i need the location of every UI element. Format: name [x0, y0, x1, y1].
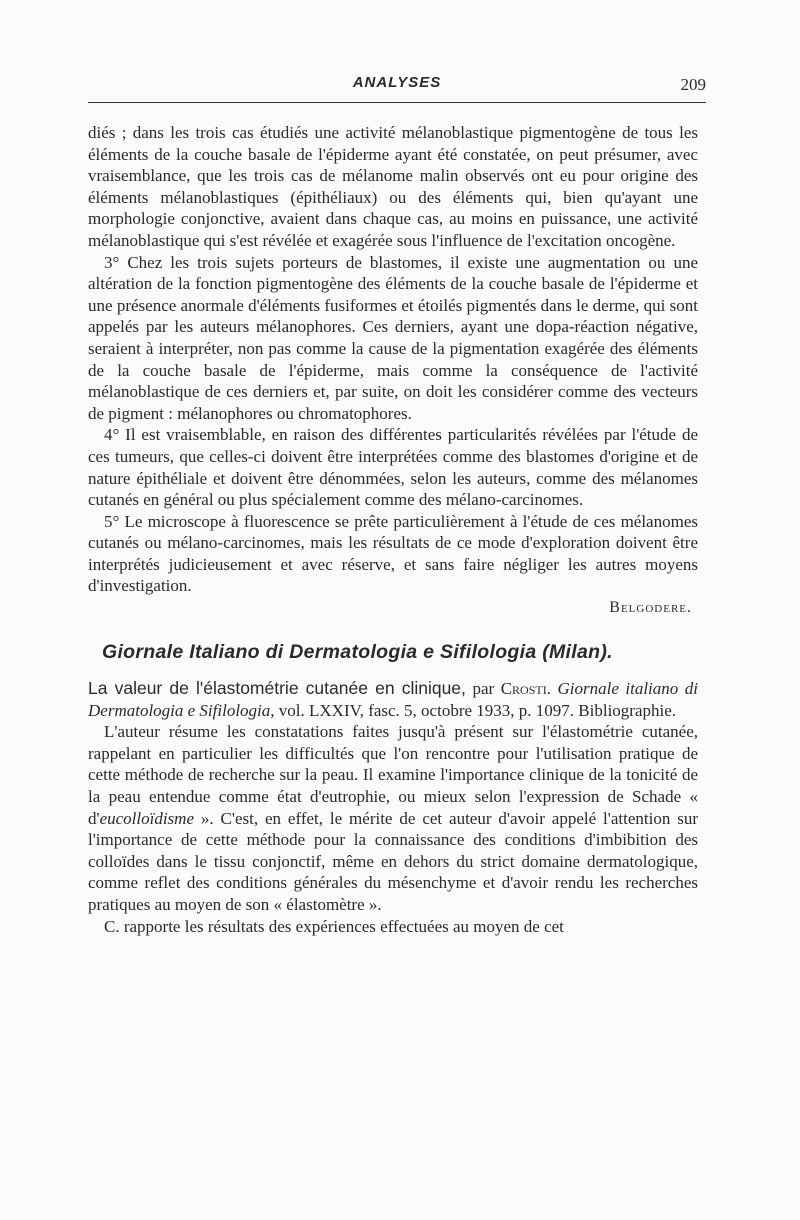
journal-heading: Giornale Italiano di Dermatologia e Sifilologia (Milan).: [102, 641, 613, 664]
paragraph-point-5: 5° Le microscope à fluorescence se prête particulièrement à l'étude de ces mélanomes cutanés ou mélano-carcinomes, mais les résultats de ce mode d'exploration doivent être interprétés judicieusement et avec réserve, et sans faire négliger les autres moyens d'investigation.: [88, 511, 698, 596]
paragraph-point-3: 3° Chez les trois sujets porteurs de blastomes, il existe une augmentation ou une altération de la fonction pigmentogène des éléments de la couche basale de l'épiderme et une présence anormale d'éléments fusiformes et étoilés pigmentés dans le derme, qui sont appelés par les auteurs mélanophores. Ces derniers, ayant une dopa-réaction négative, seraient à interpréter, non pas comme la cause de la pigmentation exagérée des éléments de la couche basale de l'épiderme, mais comme la conséquence de l'activité mélanoblastique de ces derniers et, par suite, on doit les considérer comme des vecteurs de pigment : mélanophores ou chromatophores.: [88, 252, 698, 423]
review-paragraph-1: [88, 721, 698, 915]
article-details: vol. LXXIV, fasc. 5, octobre 1933, p. 1097. Bibliographie.: [278, 700, 677, 720]
article-source: Giornale italiano di Dermatologia e Sifilologia,: [88, 679, 699, 720]
review-paragraph-2: C. rapporte les résultats des expériences effectuées au moyen de cet: [104, 916, 564, 936]
page-header: [88, 74, 706, 104]
page-body: [88, 122, 698, 937]
running-title: ANALYSES: [352, 74, 442, 91]
header-rule: [88, 102, 706, 103]
review-text-start: L'auteur résume les constatations faites jusqu'à présent sur l'élastométrie cutanée, rappelant en particulier les difficultés que l'on rencontre pour l'utilisation pratique de cette méthode de recherche sur la peau. Il examine l'importance clinique de la tonicité de la peau entendue comme état d'eutrophie, ou mieux selon l'expression de Schade « d': [88, 722, 698, 828]
article-author: Crosti.: [500, 679, 551, 699]
review-text-end: ». C'est, en effet, le mérite de cet auteur d'avoir appelé l'attention sur l'importance de cette méthode pour la connaissance des conditions d'imbibition des colloïdes dans le tissu conjonctif, même en dehors du strict domaine dermatologique, comme reflet des conditions générales du mésenchyme et d'avoir rendu les recherches pratiques au moyen de son « élastomètre ».: [88, 808, 698, 914]
article-by: par: [472, 679, 495, 699]
review-term: eucolloïdisme: [99, 808, 194, 828]
page-number: 209: [680, 75, 706, 94]
article-title: La valeur de l'élastométrie cutanée en clinique,: [88, 678, 466, 699]
article-reference: [88, 678, 698, 721]
paragraph-point-4: 4° Il est vraisemblable, en raison des différentes particularités révélées par l'étude de ces tumeurs, que celles-ci doivent être interprétées comme des blastomes d'origine et de nature épithéliale et doivent être dénommées, selon les auteurs, comme des mélanomes cutanés en général ou plus spécialement comme des mélano-carcinomes.: [88, 425, 698, 510]
reviewer-signature: Belgodere.: [609, 599, 692, 617]
paragraph-continuation: diés ; dans les trois cas étudiés une activité mélanoblastique pigmentogène de tous les éléments de la couche basale de l'épiderme ayant été constatée, on peut présumer, avec vraisemblance, que les trois cas de mélanome malin observés ont eu pour origine des éléments mélanoblastiques (épithéliaux) ou des éléments qui, bien qu'ayant une morphologie conjonctive, avaient dans chaque cas, au moins en puissance, une activité mélanoblastique qui s'est révélée et exagérée sous l'influence de l'excitation oncogène.: [88, 123, 698, 250]
